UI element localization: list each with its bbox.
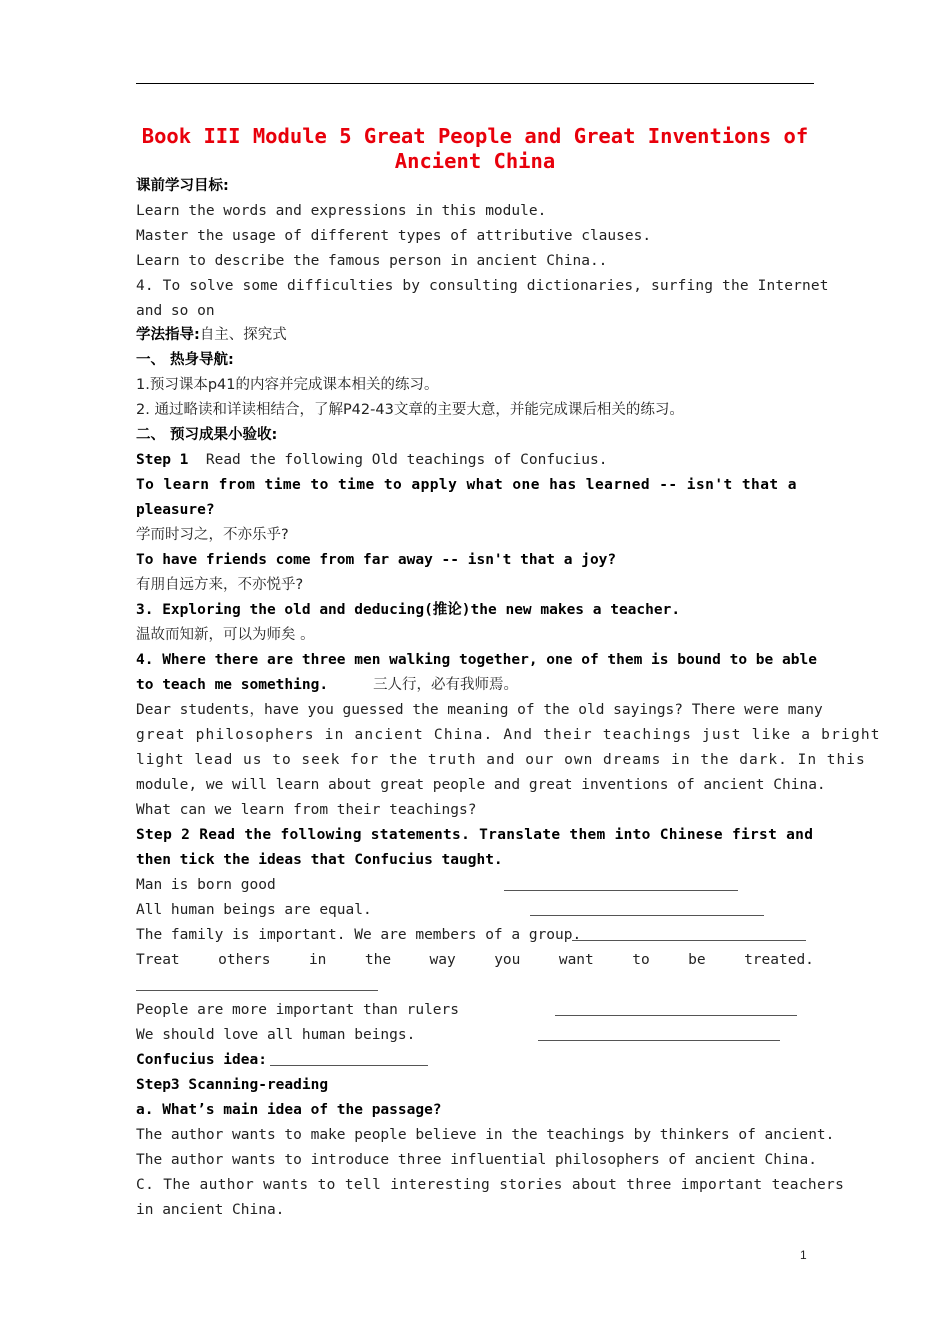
statement-4-word: the <box>364 952 392 968</box>
statement-3: The family is important. We are members of a group. <box>136 927 582 943</box>
title-line-1: Book III Module 5 Great People and Great Inventions of <box>141 124 809 148</box>
teaching-2-cn: 有朋自远方来，不亦悦乎? <box>136 577 304 593</box>
teaching-1-en-cont: pleasure? <box>136 502 215 518</box>
answer-blank-6[interactable] <box>538 1040 780 1041</box>
teaching-4-en: 4. Where there are three men walking together, one of them is bound to be able <box>136 652 817 668</box>
statement-4-word: treated. <box>744 952 814 968</box>
statement-4-word: others <box>218 952 271 968</box>
paragraph-line: great philosophers in ancient China. And their teachings just like a bright <box>136 727 881 743</box>
question-a: a. What’s main idea of the passage? <box>136 1102 442 1118</box>
title-line-2: Ancient China <box>394 149 556 173</box>
page-number: 1 <box>800 1248 807 1262</box>
statement-4 <box>136 948 814 973</box>
teaching-1-en: To learn from time to time to apply what one has learned -- isn't that a <box>136 477 797 493</box>
goals-heading: 课前学习目标: <box>136 178 229 194</box>
header-rule <box>136 83 814 84</box>
statement-4-word: to <box>632 952 650 968</box>
method-label: 学法指导: <box>136 327 200 343</box>
statement-4-word: you <box>494 952 521 968</box>
teaching-1-cn: 学而时习之，不亦乐乎? <box>136 527 289 543</box>
section2-heading: 二、 预习成果小验收: <box>136 427 278 443</box>
option-b: The author wants to introduce three influential philosophers of ancient China. <box>136 1152 817 1168</box>
teaching-4-en-cont: to teach me something. <box>136 677 329 693</box>
goal-item: 4. To solve some difficulties by consulting dictionaries, surfing the Internet <box>136 278 829 294</box>
teaching-3-en: 3. Exploring the old and deducing(推论)the new makes a teacher. <box>136 602 681 618</box>
answer-blank-1[interactable] <box>504 890 738 891</box>
step2-line-1: Step 2 Read the following statements. Translate them into Chinese first and <box>136 827 814 843</box>
option-c-cont: in ancient China. <box>136 1202 285 1218</box>
confucius-idea-label: Confucius idea: <box>136 1052 267 1068</box>
statement-4-word: in <box>308 952 327 968</box>
teaching-3-cn: 温故而知新，可以为师矣 。 <box>136 627 315 643</box>
method-value: 自主、探究式 <box>199 327 287 343</box>
statement-4-word: Treat <box>136 952 180 968</box>
statement-4-word: want <box>558 952 594 968</box>
teaching-4-cn: 三人行，必有我师焉。 <box>373 677 519 693</box>
step1-text: Read the following Old teachings of Confucius. <box>205 452 608 468</box>
step2-line-2: then tick the ideas that Confucius taught. <box>136 852 503 868</box>
step1-label: Step 1 <box>136 452 189 468</box>
step1-line <box>136 448 814 473</box>
paragraph-line: light lead us to seek for the truth and our own dreams in the dark. In this <box>136 752 866 768</box>
option-a: The author wants to make people believe in the teachings by thinkers of ancient. <box>136 1127 835 1143</box>
statement-1: Man is born good <box>136 877 276 893</box>
answer-blank-2[interactable] <box>530 915 764 916</box>
step3-heading: Step3 Scanning-reading <box>136 1077 329 1093</box>
paragraph-line: Dear students，have you guessed the meaning of the old sayings? There were many <box>136 702 823 718</box>
paragraph-line: What can we learn from their teachings? <box>136 802 477 818</box>
goal-item: Learn the words and expressions in this module. <box>136 203 547 219</box>
section1-item: 2. 通过略读和详读相结合，了解P42-43文章的主要大意，并能完成课后相关的练习。 <box>136 402 684 418</box>
statement-4-word: be <box>688 952 706 968</box>
confucius-idea-blank[interactable] <box>270 1065 428 1066</box>
answer-blank-5[interactable] <box>555 1015 797 1016</box>
statement-5: People are more important than rulers <box>136 1002 460 1018</box>
statement-6: We should love all human beings. <box>136 1027 416 1043</box>
statement-4-text <box>136 948 814 973</box>
section1-item: 1.预习课本p41的内容并完成课本相关的练习。 <box>136 377 439 393</box>
goal-item: and so on <box>136 303 215 319</box>
option-c: C. The author wants to tell interesting stories about three important teachers <box>136 1177 845 1193</box>
paragraph-line: module, we will learn about great people and great inventions of ancient China. <box>136 777 826 793</box>
goal-item: Master the usage of different types of attributive clauses. <box>136 228 652 244</box>
teaching-2-en: To have friends come from far away -- isn't that a joy? <box>136 552 617 568</box>
statement-4-word: way <box>429 952 456 968</box>
statement-2: All human beings are equal. <box>136 902 372 918</box>
study-method <box>136 323 814 348</box>
teaching-4-line2 <box>136 673 814 698</box>
document-title <box>136 124 814 174</box>
answer-blank-4[interactable] <box>136 990 378 991</box>
answer-blank-3[interactable] <box>572 940 806 941</box>
section1-heading: 一、 热身导航: <box>136 352 234 368</box>
goal-item: Learn to describe the famous person in ancient China.. <box>136 253 608 269</box>
